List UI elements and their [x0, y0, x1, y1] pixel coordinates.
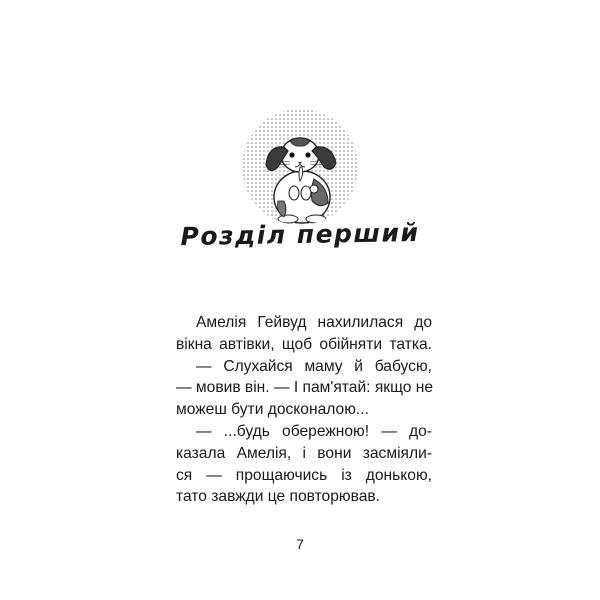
text-line: Амелія Гейвуд нахилилася до — [196, 314, 432, 331]
text-line: — ...будь обережною! — до- — [196, 422, 432, 440]
text-line: можеш бути досконалою... — [176, 401, 369, 419]
text-line: — Слухайся маму й бабусю, — [196, 357, 432, 375]
page-number: 7 — [296, 536, 304, 552]
text-line: вікна автівки, щоб обійняти татка. — [176, 335, 432, 353]
text-line: тато завжди це повторював. — [176, 488, 380, 506]
text-line: ся — прощаючись із донькою, — [176, 466, 432, 484]
body-text — [176, 312, 432, 508]
text-line: казала Амелія, і вони засміяли- — [176, 444, 432, 462]
text-line: — мовив він. — І пам'ятай: якщо не — [176, 379, 434, 397]
chapter-heading: Розділ перший — [180, 217, 420, 252]
bunny-illustration-icon — [238, 105, 362, 229]
